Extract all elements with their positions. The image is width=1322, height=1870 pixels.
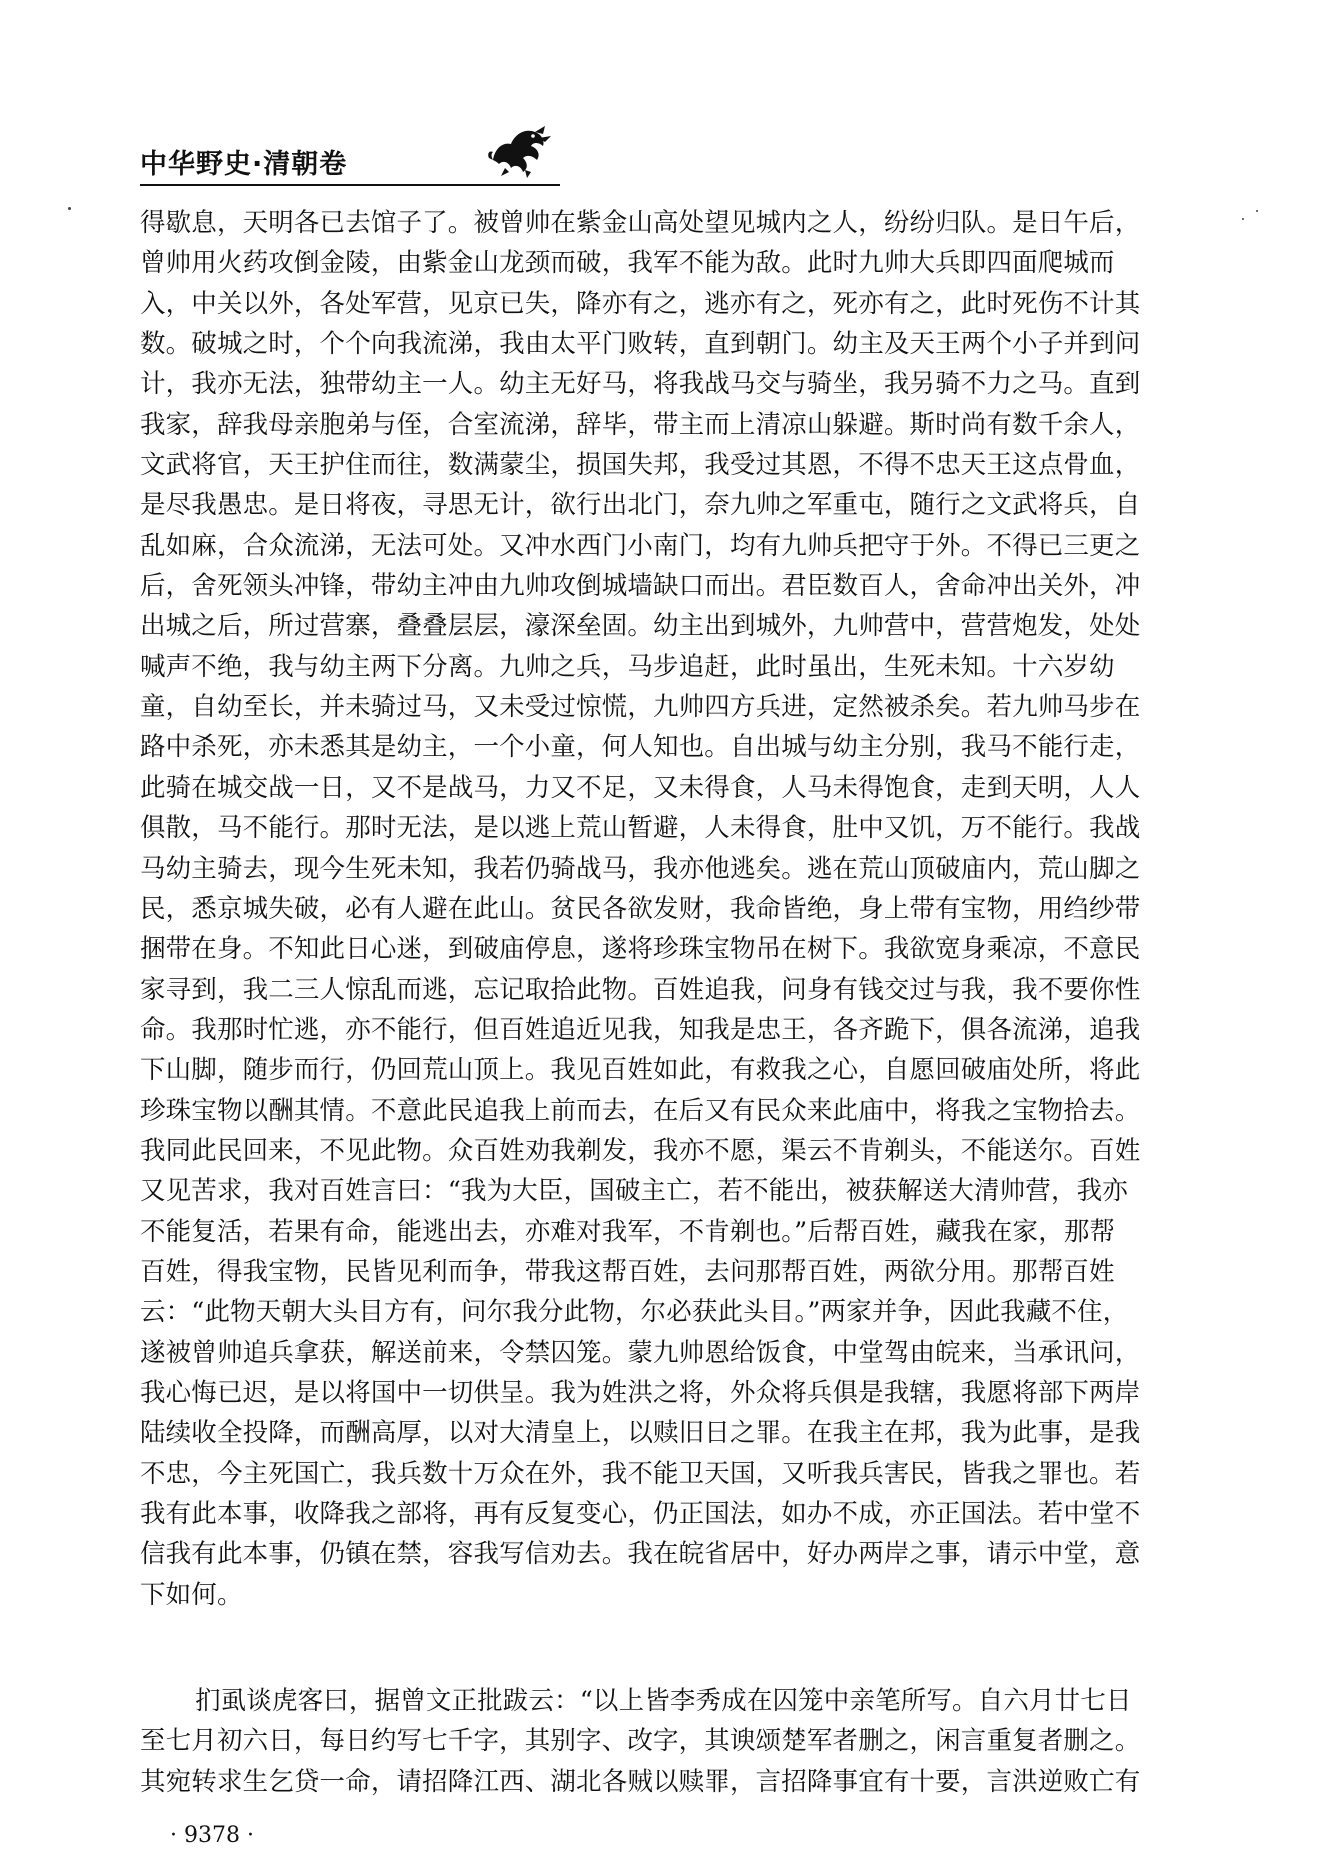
- text-line: 下山脚，随步而行，仍回荒山顶上。我见百姓如此，有救我之心，自愿回破庙处所，将此: [140, 1055, 1141, 1086]
- text-line: 我心悔已迟，是以将国中一切供呈。我为姓洪之将，外众将兵俱是我辖，我愿将部下两岸: [140, 1377, 1141, 1408]
- text-line: 入，中关以外，各处军营，见京已失，降亦有之，逃亦有之，死亦有之，此时死伤不计其: [140, 288, 1141, 319]
- text-line: 珍珠宝物以酬其情。不意此民追我上前而去，在后又有民众来此庙中，将我之宝物拾去。: [140, 1095, 1141, 1126]
- text-line: 喊声不绝，我与幼主两下分离。九帅之兵，马步追赶，此时虽出，生死未知。十六岁幼: [140, 651, 1115, 682]
- text-line: 至七月初六日，每日约写七千字，其别字、改字，其谀颂楚军者删之，闲言重复者删之。: [140, 1726, 1141, 1757]
- text-line: 此骑在城交战一日，又不是战马，力又不足，又未得食，人马未得饱食，走到天明，人人: [140, 772, 1141, 803]
- text-line: 不能复活，若果有命，能逃出去，亦难对我军，不肯剃也。”后帮百姓，藏我在家，那帮: [140, 1216, 1116, 1247]
- text-line: 出城之后，所过营寨，叠叠层层，濠深垒固。幼主出到城外，九帅营中，营营炮发，处处: [140, 611, 1141, 642]
- text-line: 是尽我愚忠。是日将夜，寻思无计，欲行出北门，奈九帅之军重屯，随行之文武将兵，自: [140, 490, 1141, 521]
- text-line: 民，悉京城失破，必有人避在此山。贫民各欲发财，我命皆绝，身上带有宝物，用绉纱带: [140, 893, 1141, 924]
- text-line: 文武将官，天王护住而往，数满蒙尘，损国失邦，我受过其恩，不得不忠天王这点骨血，: [140, 450, 1141, 481]
- header-rule: [140, 184, 560, 186]
- text-line: 信我有此本事，仍镇在禁，容我写信劝去。我在皖省居中，好办两岸之事，请示中堂，意: [140, 1539, 1141, 1570]
- text-line: 乱如麻，合众流涕，无法可处。又冲水西门小南门，均有九帅兵把守于外。不得已三更之: [140, 530, 1141, 561]
- scan-speck: [68, 207, 71, 210]
- text-line: 曾帅用火药攻倒金陵，由紫金山龙颈而破，我军不能为敌。此时九帅大兵即四面爬城而: [140, 248, 1115, 279]
- text-line: 路中杀死，亦未悉其是幼主，一个小童，何人知也。自出城与幼主分别，我马不能行走，: [140, 732, 1141, 763]
- text-line: 命。我那时忙逃，亦不能行，但百姓追近见我，知我是忠王，各齐跪下，俱各流涕，追我: [140, 1014, 1141, 1045]
- scan-speck: [1242, 218, 1244, 220]
- paragraph-gap: [140, 1615, 1230, 1681]
- dragon-emblem-icon: [485, 120, 555, 180]
- text-line: 我同此民回来，不见此物。众百姓劝我剃发，我亦不愿，渠云不肯剃头，不能送尔。百姓: [140, 1135, 1141, 1166]
- page-number: · 9378 ·: [170, 1823, 254, 1848]
- text-line: 家寻到，我二三人惊乱而逃，忘记取拾此物。百姓追我，问身有钱交过与我，我不要你性: [140, 974, 1141, 1005]
- text-line: 计，我亦无法，独带幼主一人。幼主无好马，将我战马交与骑坐，我另骑不力之马。直到: [140, 369, 1141, 400]
- text-line: 得歇息，天明各已去馆子了。被曾帅在紫金山高处望见城内之人，纷纷归队。是日午后，: [140, 208, 1141, 238]
- text-line: 云：“此物天朝大头目方有，问尔我分此物，尔必获此头目。”两家并争，因此我藏不住，: [140, 1297, 1129, 1328]
- text-line: 百姓，得我宝物，民皆见利而争，带我这帮百姓，去问那帮百姓，两欲分用。那帮百姓: [140, 1256, 1115, 1287]
- text-line: 后，舍死领头冲锋，带幼主冲由九帅攻倒城墙缺口而出。君臣数百人，舍命冲出关外，冲: [140, 571, 1141, 602]
- text-line: 捆带在身。不知此日心迷，到破庙停息，遂将珍珠宝物吊在树下。我欲宽身乘凉，不意民: [140, 934, 1141, 965]
- text-line: 我有此本事，收降我之部将，再有反复变心，仍正国法，如办不成，亦正国法。若中堂不: [140, 1499, 1141, 1529]
- running-header: [140, 120, 560, 190]
- text-line: 数。破城之时，个个向我流涕，我由太平门败转，直到朝门。幼主及天王两个小子并到问: [140, 329, 1141, 360]
- text-line: 马幼主骑去，现今生死未知，我若仍骑战马，我亦他逃矣。逃在荒山顶破庙内，荒山脚之: [140, 853, 1141, 884]
- text-line: 俱散，马不能行。那时无法，是以逃上荒山暂避，人未得食，肚中又饥，万不能行。我战: [140, 813, 1141, 844]
- body-text: [140, 203, 1230, 1802]
- book-title: 中华野史·清朝卷: [140, 149, 348, 180]
- text-line: 下如何。: [140, 1579, 243, 1610]
- text-line: 我家，辞我母亲胞弟与侄，合室流涕，辞毕，带主而上清凉山躲避。斯时尚有数千余人，: [140, 409, 1141, 440]
- text-line: 陆续收全投降，而酬高厚，以对大清皇上，以赎旧日之罪。在我主在邦，我为此事，是我: [140, 1418, 1141, 1449]
- text-line: 童，自幼至长，并未骑过马，又未受过惊慌，九帅四方兵进，定然被杀矣。若九帅马步在: [140, 692, 1141, 723]
- text-line: 又见苦求，我对百姓言曰：“我为大臣，国破主亡，若不能出，被获解送大清帅营，我亦: [140, 1176, 1128, 1207]
- scan-speck: [1256, 210, 1258, 212]
- text-line: 不忠，今主死国亡，我兵数十万众在外，我不能卫天国，又听我兵害民，皆我之罪也。若: [140, 1458, 1141, 1489]
- text-line: 其宛转求生乞贷一命，请招降江西、湖北各贼以赎罪，言招降事宜有十要，言洪逆败亡有: [140, 1766, 1141, 1797]
- text-line: 遂被曾帅追兵拿获，解送前来，令禁囚笼。蒙九帅恩给饭食，中堂驾由皖来，当承讯问，: [140, 1337, 1141, 1368]
- text-line: 扪虱谈虎客曰，据曾文正批跋云：“以上皆李秀成在囚笼中亲笔所写。自六月廿七日: [195, 1686, 1132, 1717]
